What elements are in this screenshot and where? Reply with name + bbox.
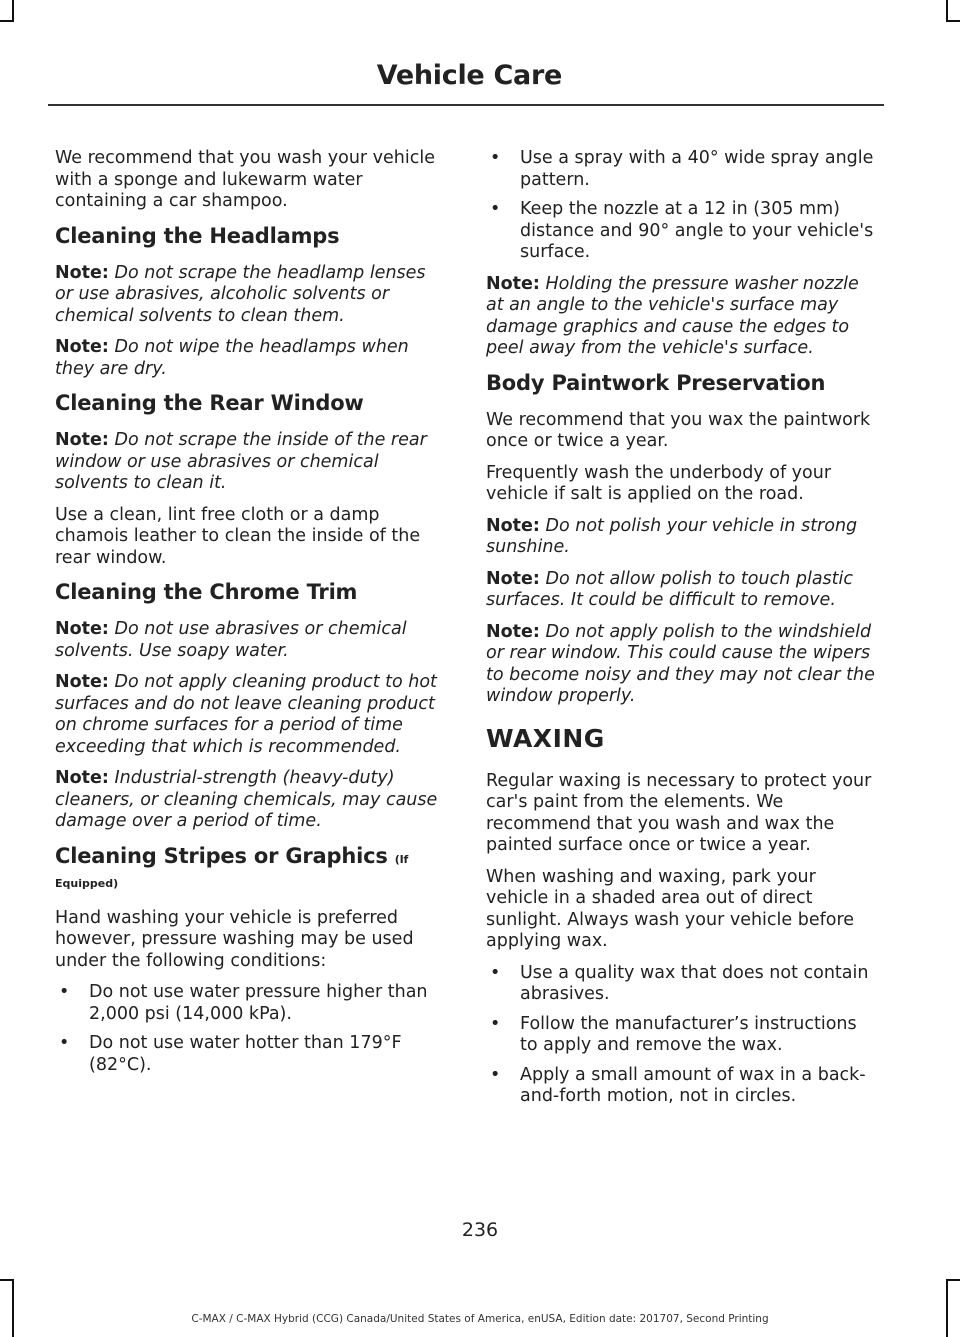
note-text: Do not use abrasives or chemical solvents. Use soapy water. — [55, 619, 407, 661]
crop-mark — [0, 20, 14, 22]
crop-mark — [946, 20, 960, 22]
pressure-conditions-list-continued — [486, 148, 879, 264]
note-text: Do not polish your vehicle in strong sunshine. — [486, 515, 858, 557]
paint-paragraph-2: Frequently wash the underbody of your vehicle if salt is applied on the road. — [486, 462, 832, 504]
list-item — [55, 982, 448, 1025]
note-headlamps-1 — [55, 263, 448, 328]
crop-mark — [12, 1279, 14, 1337]
heading-stripes — [55, 843, 448, 873]
note-text: Do not apply polish to the windshield or rear window. This could cause the wipers to become noisy and they may not clear the window properly. — [486, 621, 875, 706]
note-chrome-3 — [55, 768, 448, 833]
note-label: Note: — [55, 337, 109, 357]
list-item-text: Do not use water pressure higher than 2,000 psi (14,000 kPa). — [89, 982, 428, 1024]
note-text: Do not allow polish to touch plastic surfaces. It could be difficult to remove. — [486, 568, 854, 610]
crop-mark — [946, 1279, 948, 1337]
list-item — [486, 148, 879, 191]
list-item — [486, 963, 879, 1006]
heading-paintwork: Body Paintwork Preservation — [486, 370, 826, 395]
note-chrome-2 — [55, 672, 448, 758]
waxing-list — [486, 963, 879, 1108]
note-text: Do not scrape the inside of the rear window or use abrasives or chemical solvents to clean it. — [55, 430, 427, 493]
list-item — [55, 1033, 448, 1076]
crop-mark — [0, 1279, 14, 1281]
note-text: Do not scrape the headlamp lenses or use abrasives, alcoholic solvents or chemical solvents to clean them. — [55, 262, 426, 326]
note-text: Industrial-strength (heavy-duty) cleaners, or cleaning chemicals, may cause damage over a period of time. — [55, 768, 438, 831]
list-item-text: Use a quality wax that does not contain abrasives. — [520, 962, 869, 1004]
note-label: Note: — [55, 672, 109, 692]
heading-stripes-qualifier-2: Equipped) — [55, 876, 119, 890]
bullet: • — [59, 1033, 70, 1053]
bullet: • — [490, 1064, 501, 1085]
bullet: • — [490, 199, 501, 219]
heading-chrome-trim: Cleaning the Chrome Trim — [55, 580, 358, 604]
crop-mark — [946, 1279, 960, 1281]
note-label: Note: — [486, 515, 540, 536]
note-chrome-1 — [55, 619, 448, 662]
heading-waxing: WAXING — [486, 723, 605, 753]
page-number: 236 — [461, 1219, 499, 1241]
waxing-paragraph-2: When washing and waxing, park your vehicle in a shaded area out of direct sunlight. Always wash your vehicle before applying wax. — [486, 866, 855, 951]
waxing-paragraph-1: Regular waxing is necessary to protect your car's paint from the elements. We recommend that you wash and wax the painted surface once or twice a year. — [486, 770, 872, 855]
footer-edition-info: C-MAX / C-MAX Hybrid (CCG) Canada/United States of America, enUSA, Edition date: 201707, Second Printing — [191, 1313, 769, 1325]
crop-mark — [946, 0, 948, 22]
bullet: • — [490, 148, 501, 168]
left-column — [55, 148, 448, 1086]
list-item-text: Use a spray with a 40° wide spray angle pattern. — [520, 148, 874, 190]
note-text: Do not apply cleaning product to hot surfaces and do not leave cleaning product on chrome surfaces for a period of time exceeding that which is recommended. — [55, 672, 437, 757]
page-title: Vehicle Care — [376, 60, 562, 91]
paint-paragraph-1: We recommend that you wax the paintwork once or twice a year. — [486, 409, 871, 451]
bullet: • — [59, 982, 70, 1002]
note-rear-1 — [55, 430, 448, 495]
pressure-conditions-list — [55, 982, 448, 1076]
header-divider — [48, 104, 884, 106]
heading-rear-window: Cleaning the Rear Window — [55, 391, 364, 415]
heading-stripes-qualifier: (If — [394, 852, 409, 866]
list-item-text: Do not use water hotter than 179°F (82°C). — [89, 1033, 402, 1075]
list-item — [486, 1065, 879, 1108]
note-pressure-washer — [486, 274, 879, 360]
note-label: Note: — [486, 273, 540, 294]
list-item — [486, 199, 879, 264]
rear-paragraph: Use a clean, lint free cloth or a damp chamois leather to clean the inside of the rear window. — [55, 504, 421, 568]
bullet: • — [490, 1013, 501, 1034]
note-paint-2 — [486, 569, 879, 612]
heading-stripes-text: Cleaning Stripes or Graphics — [55, 843, 388, 868]
intro-paragraph: We recommend that you wash your vehicle with a sponge and lukewarm water containing a car shampoo. — [55, 148, 436, 211]
crop-mark — [12, 0, 14, 22]
list-item-text: Apply a small amount of wax in a back-and-forth motion, not in circles. — [520, 1064, 866, 1106]
note-text: Holding the pressure washer nozzle at an angle to the vehicle's surface may damage graphics and cause the edges to peel away from the vehicle's surface. — [486, 273, 859, 358]
note-headlamps-2 — [55, 337, 448, 380]
note-paint-3 — [486, 622, 879, 708]
stripes-paragraph: Hand washing your vehicle is preferred however, pressure washing may be used under the following conditions: — [55, 907, 414, 971]
heading-headlamps: Cleaning the Headlamps — [55, 223, 340, 248]
right-column — [486, 148, 879, 1118]
note-label: Note: — [55, 262, 109, 283]
note-paint-1 — [486, 516, 879, 559]
note-text: Do not wipe the headlamps when they are dry. — [55, 337, 409, 379]
note-label: Note: — [55, 430, 109, 450]
note-label: Note: — [486, 568, 540, 589]
note-label: Note: — [55, 619, 109, 639]
list-item — [486, 1014, 879, 1057]
note-label: Note: — [55, 768, 109, 788]
list-item-text: Keep the nozzle at a 12 in (305 mm) distance and 90° angle to your vehicle's surface. — [520, 199, 874, 262]
bullet: • — [490, 962, 501, 983]
list-item-text: Follow the manufacturer’s instructions to apply and remove the wax. — [520, 1013, 857, 1055]
note-label: Note: — [486, 621, 540, 642]
